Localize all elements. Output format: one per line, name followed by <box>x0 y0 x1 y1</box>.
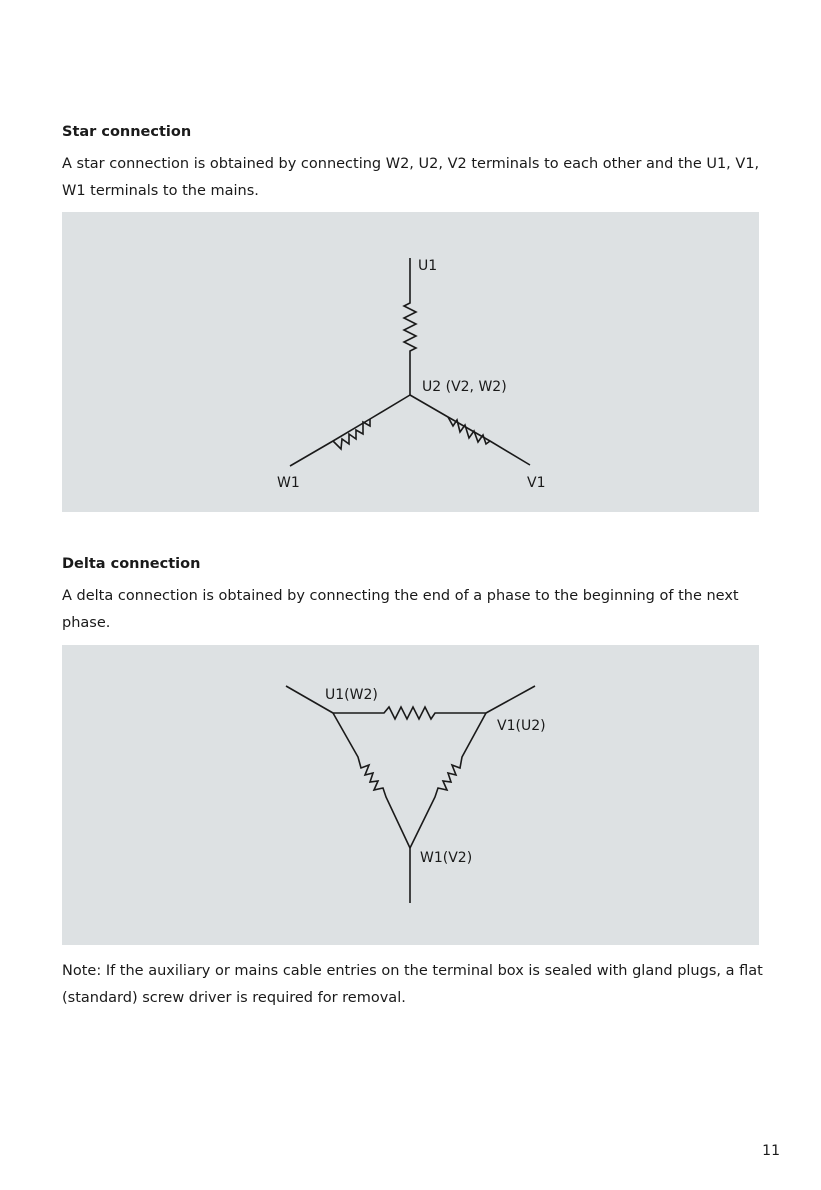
star-label-center: U2 (V2, W2) <box>422 379 507 395</box>
star-label-w1: W1 <box>277 475 300 491</box>
star-phase-v-winding <box>410 395 530 465</box>
delta-top-winding <box>333 707 486 719</box>
star-connection-diagram <box>62 212 759 512</box>
star-connection-heading: Star connection <box>62 124 192 140</box>
star-label-v1: V1 <box>527 475 546 491</box>
delta-lead-top-right <box>486 686 535 713</box>
delta-label-bottom: W1(V2) <box>420 850 473 866</box>
star-diagram-svg <box>62 212 759 512</box>
delta-diagram-svg <box>62 645 759 945</box>
delta-connection-heading: Delta connection <box>62 556 201 572</box>
page-number: 11 <box>762 1143 780 1159</box>
star-connection-description: A star connection is obtained by connecting W2, U2, V2 terminals to each other and the U1, V1, W1 terminals to the mains. <box>62 156 760 199</box>
delta-label-top-right: V1(U2) <box>497 718 546 734</box>
star-phase-w-resistor <box>333 419 370 449</box>
delta-label-top-left: U1(W2) <box>325 687 378 703</box>
cable-entry-note: Note: If the auxiliary or mains cable entries on the terminal box is sealed with gland plugs, a flat (standard) screw driver is required for removal. <box>62 963 763 1006</box>
delta-connection-description: A delta connection is obtained by connecting the end of a phase to the beginning of the next phase. <box>62 588 739 631</box>
star-phase-w-winding <box>290 395 410 466</box>
delta-connection-diagram <box>62 645 759 945</box>
delta-right-winding <box>410 713 486 848</box>
delta-left-winding <box>333 713 410 848</box>
star-phase-u-winding <box>404 258 416 395</box>
star-label-u1: U1 <box>418 258 438 274</box>
